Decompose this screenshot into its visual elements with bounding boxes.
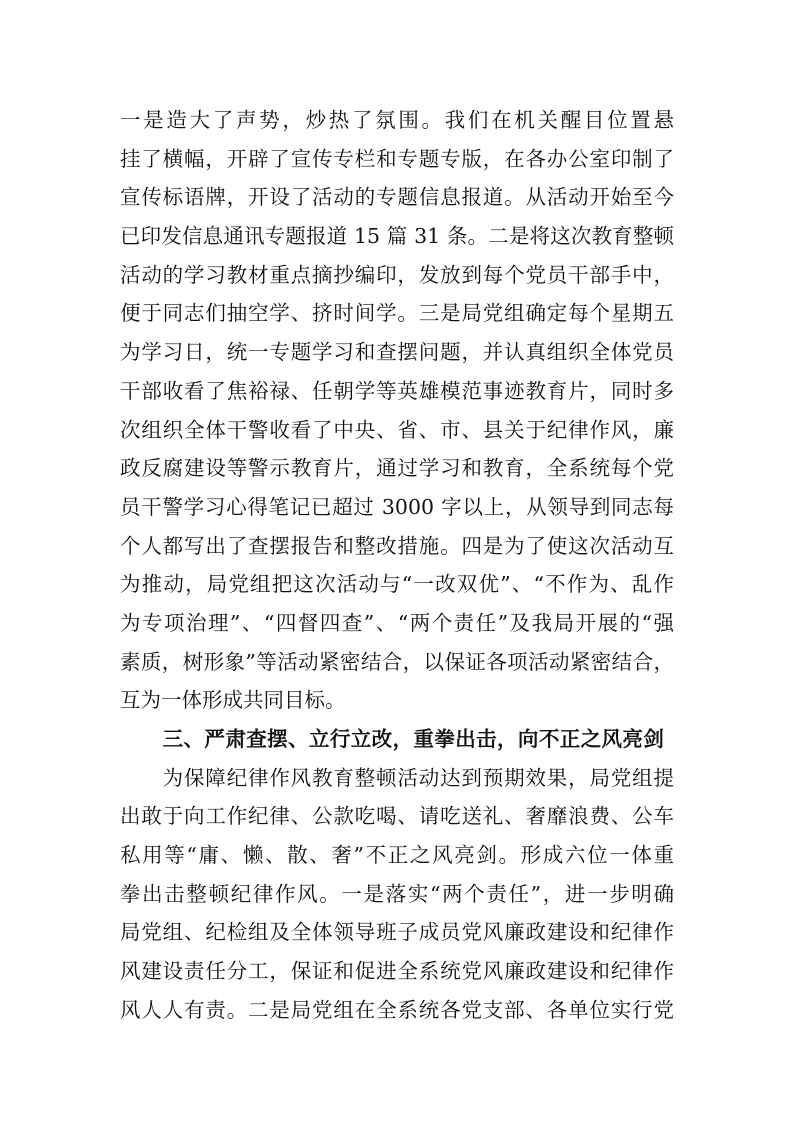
text-line: 拳出击整顿纪律作风。一是落实“两个责任”，进一步明确 — [120, 881, 674, 906]
text-line: 次组织全体干警收看了中央、省、市、县关于纪律作风，廉 — [120, 417, 674, 442]
document-page — [120, 101, 674, 1030]
section-heading-text: 三、严肃查摆、立行立改，重拳出击，向不正之风亮剑 — [162, 727, 665, 751]
text-line: 风人人有责。二是局党组在全系统各党支部、各单位实行党 — [120, 997, 674, 1022]
text-line: 为学习日，统一专题学习和查摆问题，并认真组织全体党员 — [120, 340, 674, 365]
text-line: 员干警学习心得笔记已超过 3000 字以上，从领导到同志每 — [120, 494, 674, 519]
text-line: 挂了横幅，开辟了宣传专栏和专题专版，在各办公室印制了 — [120, 146, 674, 171]
text-line: 活动的学习教材重点摘抄编印，发放到每个党员干部手中， — [120, 262, 674, 287]
paragraph-rectification — [120, 759, 674, 1030]
text-line: 宣传标语牌，开设了活动的专题信息报道。从活动开始至今 — [120, 185, 674, 210]
text-line: 个人都写出了查摆报告和整改措施。四是为了使这次活动互 — [120, 533, 674, 558]
text-line: 素质，树形象”等活动紧密结合，以保证各项活动紧密结合， — [120, 649, 674, 674]
text-line: 为推动，局党组把这次活动与“一改双优”、“不作为、乱作 — [120, 572, 674, 597]
text-line: 干部收看了焦裕禄、任朝学等英雄模范事迹教育片，同时多 — [120, 378, 674, 403]
text-line: 风建设责任分工，保证和促进全系统党风廉政建设和纪律作 — [120, 959, 674, 984]
text-line: 为专项治理”、“四督四查”、“两个责任”及我局开展的“强 — [120, 610, 674, 635]
text-line: 私用等“庸、懒、散、奢”不正之风亮剑。形成六位一体重 — [120, 843, 674, 868]
text-line: 出敢于向工作纪律、公款吃喝、请吃送礼、奢靡浪费、公车 — [120, 804, 674, 829]
paragraph-publicity — [120, 101, 674, 720]
text-line: 为保障纪律作风教育整顿活动达到预期效果，局党组提 — [162, 765, 674, 790]
text-line: 一是造大了声势，炒热了氛围。我们在机关醒目位置悬 — [120, 108, 674, 132]
text-line: 政反腐建设等警示教育片，通过学习和教育，全系统每个党 — [120, 456, 674, 481]
section-heading — [120, 720, 674, 759]
text-line: 局党组、纪检组及全体领导班子成员党风廉政建设和纪律作 — [120, 920, 674, 945]
text-line: 互为一体形成共同目标。 — [120, 688, 346, 713]
text-line: 便于同志们抽空学、挤时间学。三是局党组确定每个星期五 — [120, 301, 674, 326]
text-line: 已印发信息通讯专题报道 15 篇 31 条。二是将这次教育整顿 — [120, 224, 674, 249]
